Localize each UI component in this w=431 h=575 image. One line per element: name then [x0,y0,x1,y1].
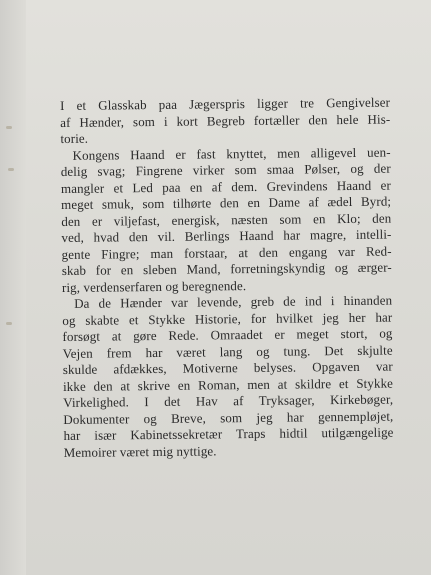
binding-mark [6,322,12,325]
text-line: og skabte et Stykke Historie, for hvilket jeg her har [62,309,393,328]
text-line: Vejen frem har været lang og tung. Det skjulte [62,342,393,361]
text-line: Dokumenter og Breve, som jeg har gennempløjet, [63,408,394,427]
text-line: delig svag; Fingrene virker som smaa Pølser, og der [60,160,391,179]
text-line: skab for en sleben Mand, forretningskyndig og ærger- [61,259,392,278]
text-line: Memoirer været mig nyttige. [63,442,217,460]
binding-mark [6,126,12,129]
body-text [60,95,394,461]
text-line: af Hænder, som i kort Begreb fortæller den hele His- [60,111,391,130]
text-line: gente Fingre; man forstaar, at den engang var Red- [61,243,392,262]
text-line: Virkelighed. I det Hav af Tryksager, Kirkebøger, [63,391,394,410]
text-line: rig, verdenserfaren og beregnende. [61,277,247,295]
text-line: Da de Hænder var levende, greb de ind i hinanden [74,292,393,311]
paragraph-1 [60,95,391,148]
binding-mark [8,168,14,171]
text-line: torie. [60,130,89,146]
text-line: har især Kabinetssekretær Traps hidtil utilgængelige [63,424,394,443]
text-line: ved, hvad den vil. Berlings Haand har magre, intelli- [61,226,392,245]
text-line: skulde afdækkes, Motiverne belyses. Opgaven var [62,358,393,377]
paragraph-3 [62,293,394,461]
text-line: Kongens Haand er fast knyttet, men alligevel uen- [72,144,391,163]
text-line: meget smuk, som tilhørte den en Dame af ædel Byrd; [61,193,392,212]
text-line: den er viljefast, energisk, næsten som en Klo; den [61,210,392,229]
text-line: ikke den at skrive en Roman, men at skildre et Stykke [62,375,394,394]
text-line: I et Glasskab paa Jægerspris ligger tre Gengivelser [60,94,391,113]
page-gutter-shadow [0,0,26,575]
text-line: mangler et Led paa en af dem. Grevindens Haand er [60,177,392,196]
text-line: forsøgt at gøre Rede. Omraadet er meget stort, og [62,325,393,344]
paragraph-2 [61,144,393,296]
